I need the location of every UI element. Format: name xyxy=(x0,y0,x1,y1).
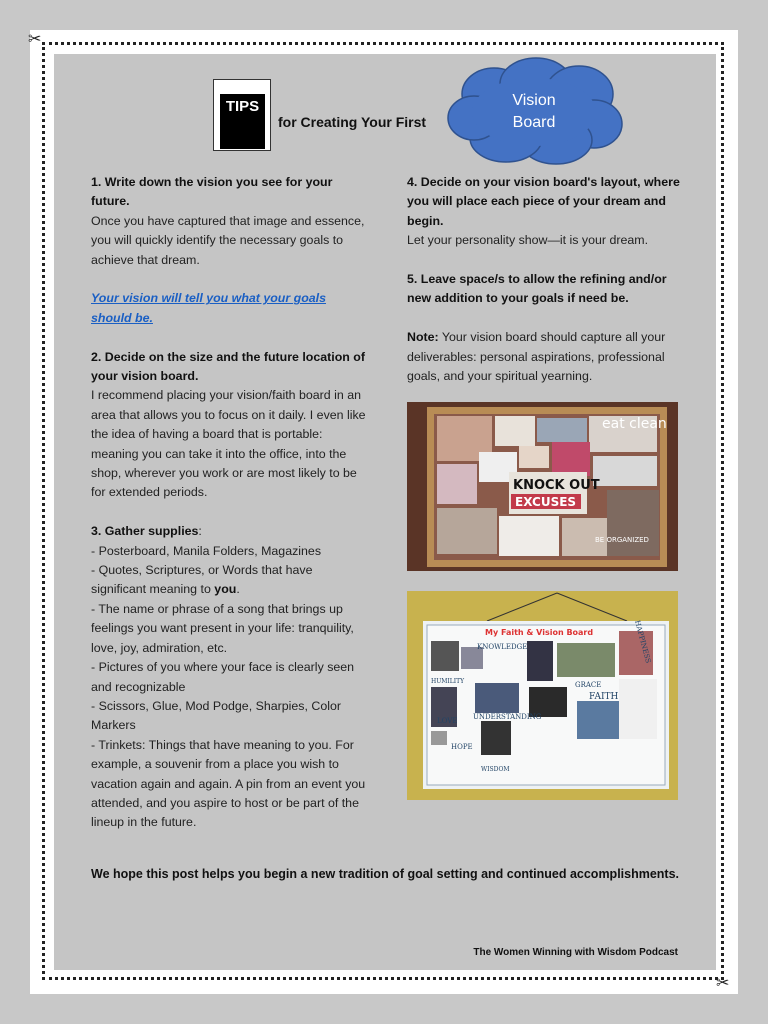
note-body: Your vision board should capture all your deliverables: personal aspirations, professional goals, and your spiritual yearning. xyxy=(407,330,666,384)
step-5-heading: 5. Leave space/s to allow the refining and/or new addition to your goals if need be. xyxy=(407,272,667,306)
step-3-heading: 3. Gather supplies xyxy=(91,524,199,539)
page-title: for Creating Your First xyxy=(278,114,427,130)
collage-illustration xyxy=(407,402,678,571)
supply-item-emphasis: you xyxy=(214,582,237,597)
cloud-text xyxy=(444,54,624,169)
supply-item-period: . xyxy=(236,582,240,597)
board-word: HOPE xyxy=(451,743,473,751)
collage-text: EXCUSES xyxy=(515,495,577,509)
step-2-body: I recommend placing your vision/faith board in an area that allows you to focus on it daily. I even like the idea of having a board that is portable: meaning you can take it into the office, into the shop, wherever you work or are most likely to be for extended periods. xyxy=(91,388,366,500)
scissors-icon: ✂ xyxy=(28,31,42,48)
scissors-icon: ✂ xyxy=(716,975,730,992)
vision-goals-link[interactable]: Your vision will tell you what your goals should be. xyxy=(91,291,326,325)
board-word: LOVE xyxy=(437,717,458,725)
supply-item xyxy=(91,561,369,600)
content-panel xyxy=(54,54,716,970)
board-word: GRACE xyxy=(575,681,602,689)
supply-item: - The name or phrase of a song that brings up feelings you want present in your life: tranquility, love, joy, admiration, etc. xyxy=(91,601,354,655)
cloud-line-1: Vision xyxy=(512,91,556,109)
tips-label: TIPS xyxy=(220,94,265,149)
left-column xyxy=(91,173,369,833)
step-4-body: Let your personality show—it is your dream. xyxy=(407,233,649,248)
collage-text: eat clean xyxy=(602,416,667,432)
board-word: UNDERSTANDING xyxy=(473,713,542,721)
closing-message: We hope this post helps you begin a new tradition of goal setting and continued accomplishments. xyxy=(91,867,680,881)
cloud-line-2: Board xyxy=(512,113,556,131)
supply-item: - Posterboard, Manila Folders, Magazines xyxy=(91,543,322,558)
supply-item: - Scissors, Glue, Mod Podge, Sharpies, Color Markers xyxy=(91,698,341,733)
collage-text: BE ORGANIZED xyxy=(595,536,649,544)
step-1-heading: 1. Write down the vision you see for your future. xyxy=(91,175,333,209)
board-word: HAPPINESS xyxy=(633,619,653,665)
board-word: HUMILITY xyxy=(431,678,465,685)
tips-badge xyxy=(213,79,271,151)
note-paragraph xyxy=(407,328,683,386)
vision-board-cloud xyxy=(444,54,624,169)
step-4-heading: 4. Decide on your vision board's layout, where you will place each piece of your dream and begin. xyxy=(407,175,680,228)
vision-board-photo-1 xyxy=(407,402,678,571)
step-3-colon: : xyxy=(198,524,202,539)
board-word: FAITH xyxy=(589,692,619,702)
board-word: KNOWLEDGE xyxy=(477,643,528,651)
vision-board-photo-2 xyxy=(407,591,678,800)
faith-board-illustration xyxy=(407,591,678,800)
podcast-credit: The Women Winning with Wisdom Podcast xyxy=(473,947,678,958)
step-2-heading: 2. Decide on the size and the future location of your vision board. xyxy=(91,349,366,384)
supply-item: - Pictures of you where your face is clearly seen and recognizable xyxy=(91,660,355,694)
collage-text: KNOCK OUT xyxy=(513,478,600,493)
board-word: WISDOM xyxy=(481,766,510,773)
supply-item: - Trinkets: Things that have meaning to you. For example, a souvenir from a place you wish to vacation again and again. A pin from an event you attended, and you aspire to host or be part of the lineup in the future. xyxy=(91,737,366,830)
right-column xyxy=(407,173,683,386)
note-label: Note: xyxy=(407,330,439,345)
board-title: My Faith & Vision Board xyxy=(485,628,594,637)
supply-item-text: - Quotes, Scriptures, or Words that have significant meaning to xyxy=(91,563,313,597)
document-page xyxy=(30,30,738,994)
step-1-body: Once you have captured that image and essence, you will quickly identify the necessary goals to achieve that dream. xyxy=(91,213,365,267)
